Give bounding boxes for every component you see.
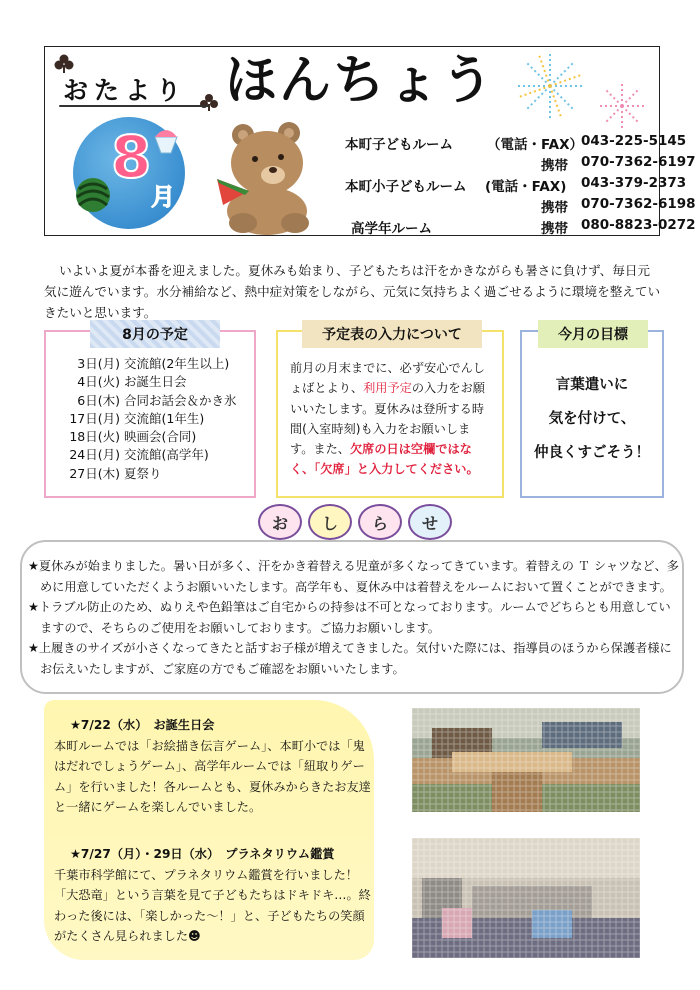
schedule-event: お誕生日会 <box>124 374 187 390</box>
birthday-party-photo <box>412 708 640 812</box>
input-notice-title: 予定表の入力について <box>302 320 482 348</box>
schedule-item <box>52 391 252 409</box>
contact-number: 070-7362-6197 <box>581 154 696 170</box>
schedule-event: 交流館(高学年) <box>124 447 209 463</box>
contact-number: 043-225-5145 <box>581 133 687 149</box>
month-number: 8 <box>111 123 152 191</box>
oshirase-heading <box>258 504 452 544</box>
goal-line: 気を付けて、 <box>548 411 636 427</box>
oshirase-char: ら <box>358 504 402 540</box>
intro-paragraph: いよいよ夏が本番を迎えました。夏休みも始まり、子どもたちは汗をかきながらも暑さに負けず、毎日元気に遊んでいます。水分補給など、熱中症対策をしながら、元気に気持ちよく過ごせるように環境を整えていきたいと思います。 <box>44 263 661 320</box>
contact-name: 高学年ルーム <box>351 221 432 237</box>
schedule-date: 18日(火) <box>69 429 120 445</box>
schedule-date: 4日(火) <box>77 374 120 390</box>
contact-number: 080-8823-0272 <box>581 217 696 233</box>
schedule-event: 交流館(1年生) <box>124 410 205 426</box>
schedule-date: 17日(月) <box>69 410 120 426</box>
contact-table <box>345 133 696 238</box>
schedule-event: 交流館(2年生以上) <box>124 356 230 371</box>
contact-label: （電話・FAX） <box>487 137 584 153</box>
planetarium-photo <box>412 838 640 958</box>
contact-row <box>345 154 696 175</box>
notice-item: ★トラブル防止のため、ぬりえや色鉛筆はご自宅からの持参は不可となっております。ルームでどちらとも用意していますので、そちらのご使用をお願いしております。ご協力お願いします。 <box>28 600 671 635</box>
notice-box <box>20 540 684 694</box>
schedule-item <box>52 354 252 372</box>
schedule-item <box>52 372 252 390</box>
schedule-item <box>52 445 252 463</box>
goal-line: 言葉遣いに <box>555 377 629 393</box>
contact-label: 携帯 <box>541 158 568 174</box>
report-body: 本町ルームでは「お絵描き伝言ゲーム」、本町小では「鬼はだれでしょうゲーム」、高学年ルームでは「紐取りゲーム」を行いました！各ルームとも、夏休みからきたお友達と一緒にゲームを楽しんでいました。 <box>54 738 371 814</box>
notice-item: ★上履きのサイズが小さくなってきたと話すお子様が増えてきました。気付いた際には、指導員のほうから保護者様にお伝えいたしますが、ご家庭の方でもご確認をお願いいたします。 <box>28 641 672 676</box>
contact-row <box>345 175 687 196</box>
fireworks-icon <box>515 51 585 121</box>
input-notice-text <box>290 358 492 480</box>
oshirase-char: せ <box>408 504 452 540</box>
fireworks-icon <box>597 81 647 131</box>
otayori-label: おたより <box>63 76 188 105</box>
contact-row <box>345 133 687 154</box>
bear-illustration <box>215 119 325 235</box>
month-suffix: 月 <box>151 183 175 211</box>
oshirase-char: し <box>308 504 352 540</box>
input-notice-highlight-2: 欠席の日は空欄ではなく、「欠席」と入力してください。 <box>290 442 479 477</box>
input-notice-box <box>276 327 504 498</box>
schedule-event: 映画会(合同) <box>124 429 197 445</box>
schedule-item <box>52 427 252 445</box>
clover-icon <box>199 93 219 113</box>
contact-name: 本町小子どもルーム <box>345 179 467 195</box>
schedule-date: 27日(木) <box>69 465 120 481</box>
contact-label: (電話・FAX) <box>485 179 567 195</box>
contact-number: 043-379-2373 <box>581 175 687 191</box>
contact-name: 本町子どもルーム <box>345 137 453 153</box>
otayori-underline <box>59 105 209 107</box>
report-title: ★7/22（水） お誕生日会 <box>70 718 215 732</box>
contact-label: 携帯 <box>541 200 568 216</box>
schedule-title: 8月の予定 <box>90 320 220 348</box>
page-title: ほんちょう <box>225 51 496 111</box>
schedule-date: 6日(木) <box>77 392 120 408</box>
schedule-item <box>52 409 252 427</box>
contact-label: 携帯 <box>541 221 568 237</box>
schedule-box <box>44 327 256 498</box>
report-planetarium <box>54 844 374 947</box>
goal-title: 今月の目標 <box>538 320 648 348</box>
contact-row <box>345 217 696 238</box>
newsletter-header <box>44 46 696 237</box>
schedule-date: 24日(月) <box>69 447 120 463</box>
schedule-date: 3日(月) <box>77 356 120 371</box>
report-title: ★7/27（月）・29日（水） プラネタリウム鑑賞 <box>70 847 335 861</box>
input-notice-highlight-1: 利用予定 <box>363 381 412 396</box>
contact-row <box>345 196 696 217</box>
notice-list <box>28 556 680 679</box>
shaved-ice-icon <box>151 123 181 155</box>
report-birthday <box>54 715 374 818</box>
watermelon-icon <box>73 175 113 215</box>
schedule-list <box>52 354 252 482</box>
schedule-event: 合同お話会＆かき氷 <box>124 392 237 408</box>
input-notice-text-1: 前月の月末までに、必ず安心でんしょばとより、 <box>290 361 485 396</box>
contact-number: 070-7362-6198 <box>581 196 696 212</box>
goal-line: 仲良くすごそう！ <box>534 445 650 461</box>
input-notice-text-2: の入力をお願いいたします。夏休みは登所する時間(入室時刻)も入力をお願いします。また、 <box>290 381 485 457</box>
report-body: 千葉市科学館にて、プラネタリウム鑑賞を行いました！「大恐竜」という言葉を見て子どもたちはドキドキ…。終わった後には、「楽しかった～！」と、子どもたちの笑顔がたくさん見られました☻ <box>54 867 371 943</box>
schedule-event: 夏祭り <box>124 465 162 481</box>
oshirase-char: お <box>258 504 302 540</box>
goal-box <box>520 327 664 498</box>
notice-item: ★夏休みが始まりました。暑い日が多く、汗をかき着替える児童が多くなってきています。着替えの Ｔ シャツなど、多めに用意していただくようお願いいたします。高学年も、夏休み中は着替えをルームにおいて置くことができます。 <box>28 559 679 594</box>
schedule-item <box>52 464 252 482</box>
goal-text <box>522 368 662 470</box>
